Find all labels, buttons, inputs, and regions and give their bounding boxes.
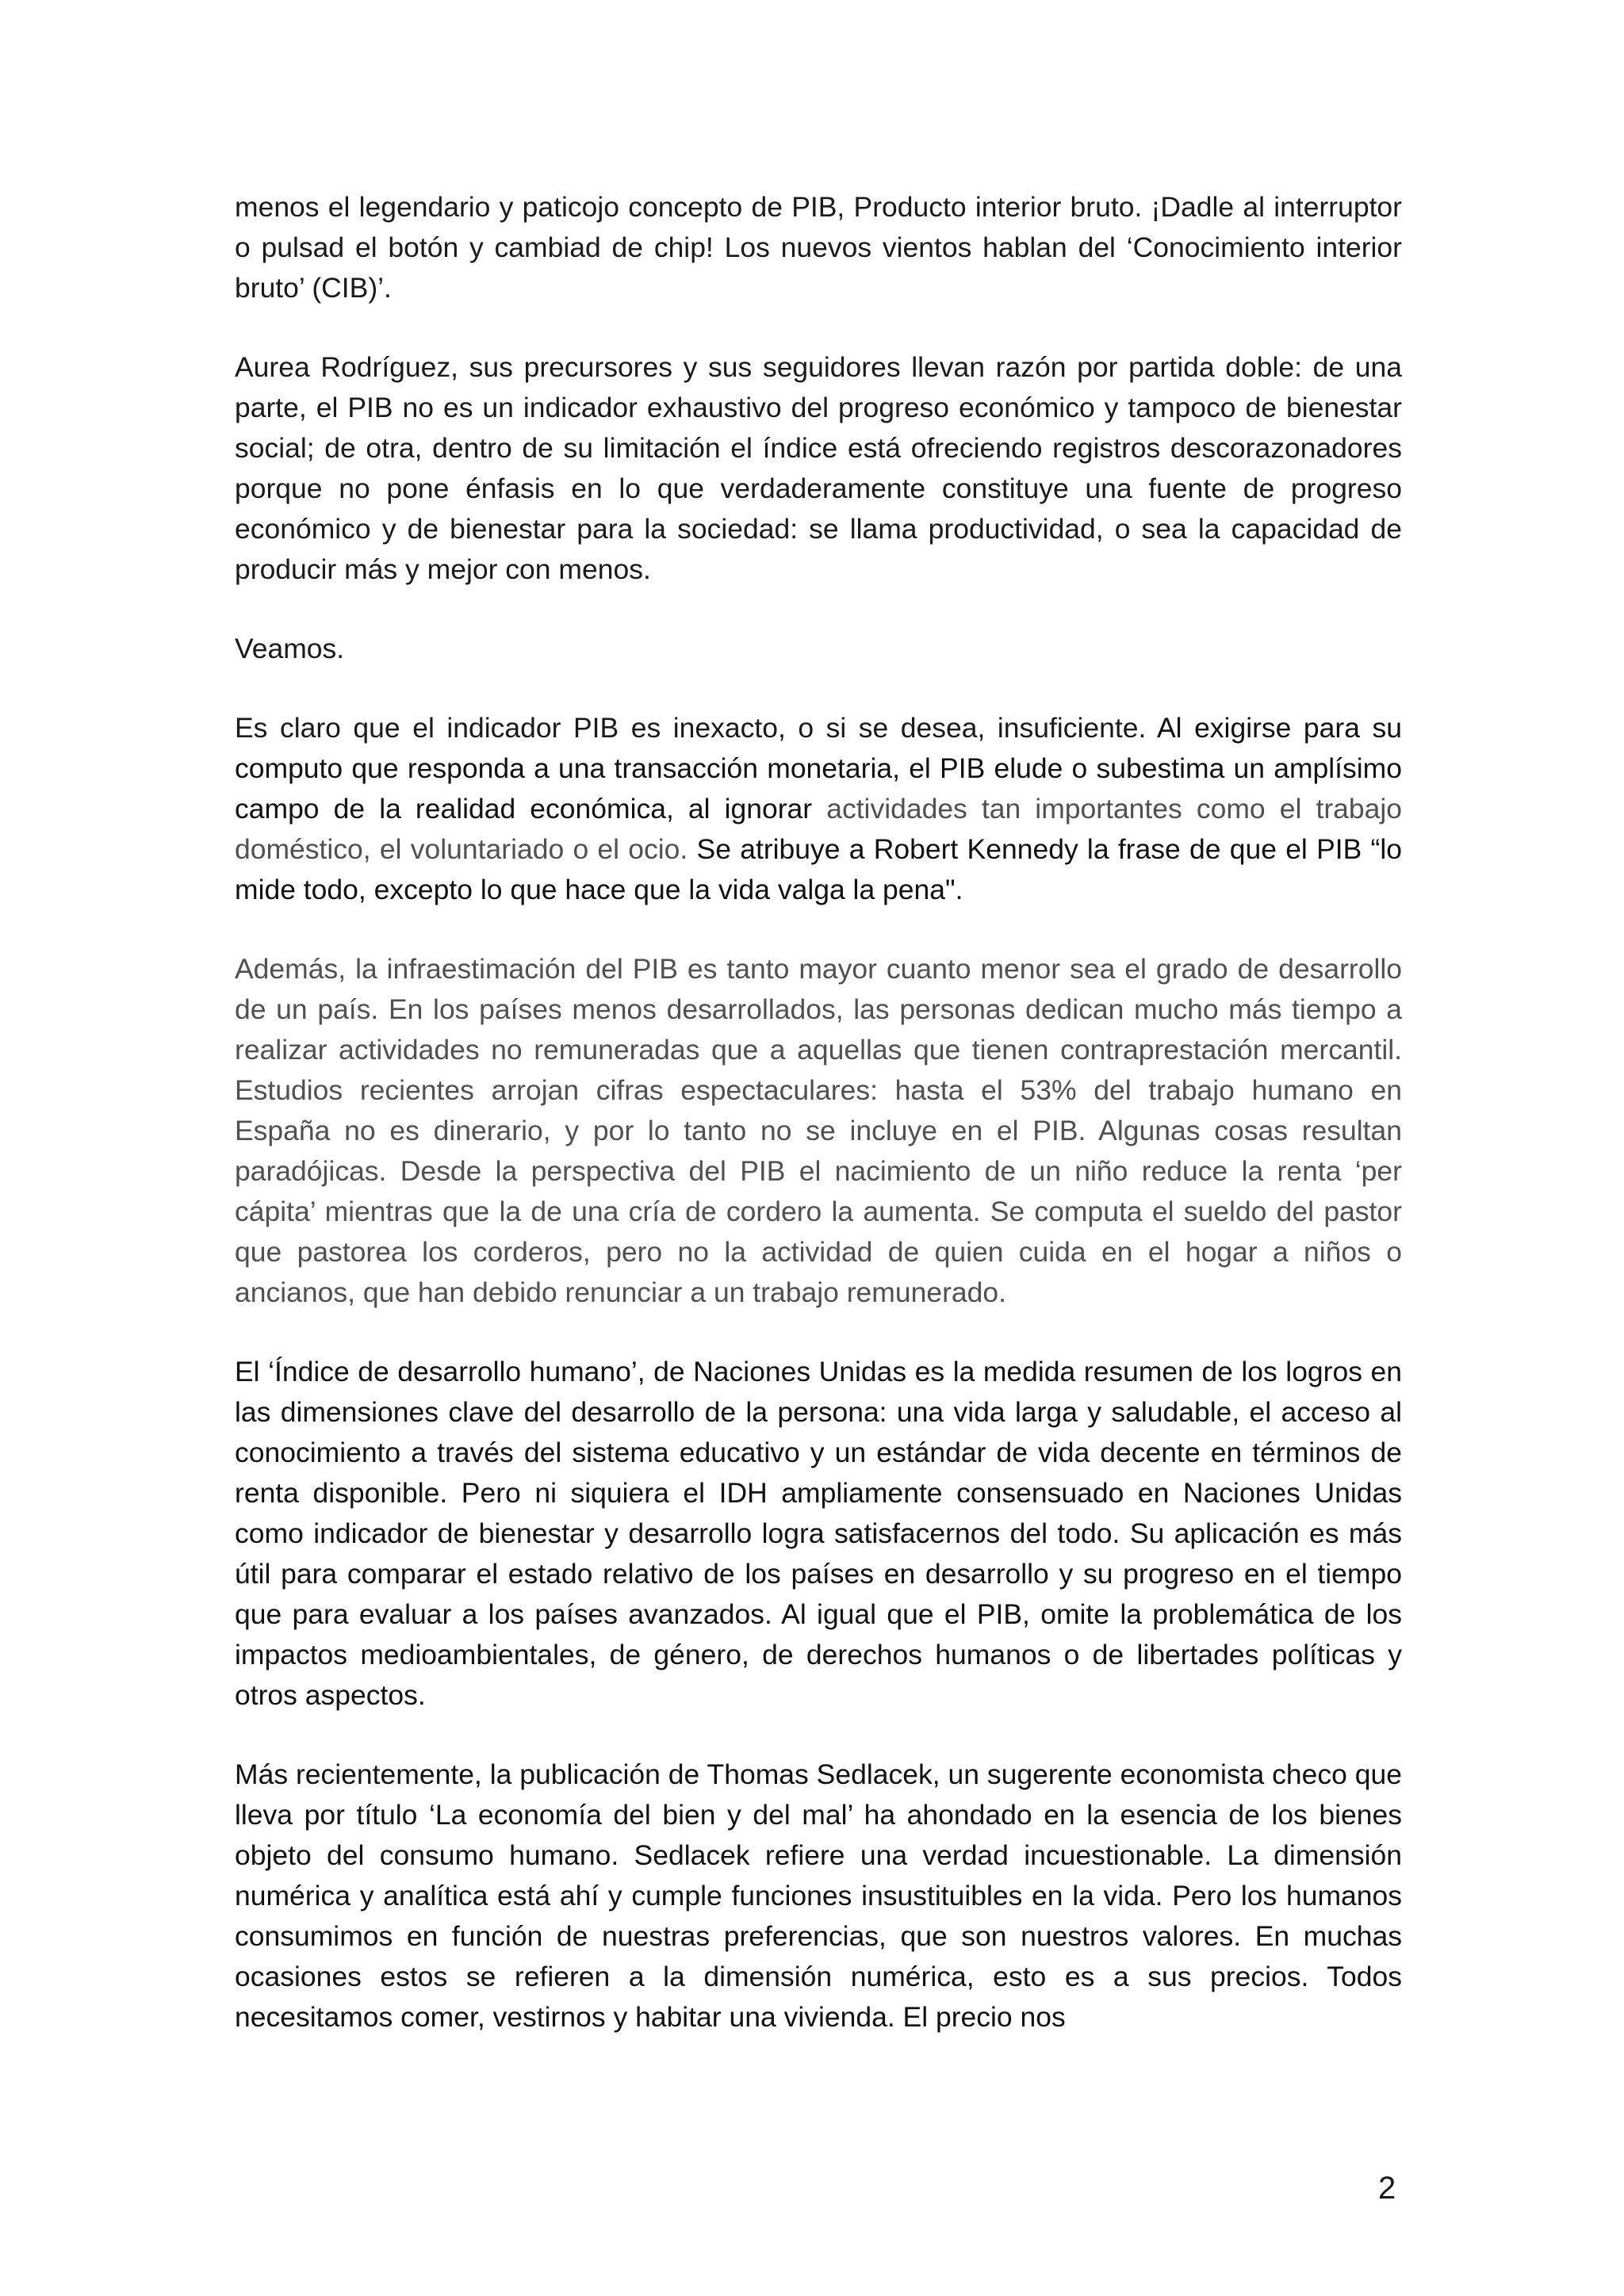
paragraph-text: menos el legendario y paticojo concepto de PIB, Producto interior bruto. ¡Dadle al interruptor o pulsad el botón y cambiad de chip! Los nuevos vientos hablan del ‘Conocimiento interior bruto’ (CIB)’.	[235, 191, 1402, 304]
paragraph-pib-inexacto	[235, 708, 1402, 910]
paragraph-text: Más recientemente, la publicación de Thomas Sedlacek, un sugerente economista checo que lleva por título ‘La economía del bien y del mal’ ha ahondado en la esencia de los bienes objeto del consumo humano. Sedlacek refiere una verdad incuestionable. La dimensión numérica y analítica está ahí y cumple funciones insustituibles en la vida. Pero los humanos consumimos en función de nuestras preferencias, que son nuestros valores. En muchas ocasiones estos se refieren a la dimensión numérica, esto es a sus precios. Todos necesitamos comer, vestirnos y habitar una vivienda. El precio nos	[235, 1758, 1402, 2033]
paragraph-text: Es claro que el indicador PIB es inexacto, o si se desea, insuficiente.	[235, 712, 1157, 744]
paragraph-text: Se atribuye a Robert Kennedy la frase de que el PIB “lo mide todo, excepto lo que hace que la vida valga la pena".	[235, 833, 1402, 905]
paragraph-text: actividades tan importantes como el trabajo doméstico, el voluntariado o el ocio.	[235, 793, 1402, 865]
paragraph-aurea-rodriguez	[235, 347, 1402, 590]
paragraph-infraestimacion	[235, 949, 1402, 1313]
paragraph-text: Veamos.	[235, 633, 345, 664]
paragraph-text: Además, la infraestimación del PIB es tanto mayor cuanto menor sea el grado de desarrollo de un país. En los países menos desarrollados, las personas dedican mucho más tiempo a realizar actividades no remuneradas que a aquellas que tienen contraprestación mercantil. Estudios recientes arrojan cifras espectaculares: hasta el 53% del trabajo humano en España no es dinerario, y por lo tanto no se incluye en el PIB. Algunas cosas resultan paradójicas. Desde la perspectiva del PIB el nacimiento de un niño reduce la renta ‘per cápita’ mientras que la de una cría de cordero la aumenta. Se computa el sueldo del pastor que pastorea los corderos, pero no la actividad de quien cuida en el hogar a niños o ancianos, que han debido renunciar a un trabajo remunerado.	[235, 953, 1402, 1308]
paragraph-idh	[235, 1352, 1402, 1716]
paragraph-veamos	[235, 629, 1402, 669]
paragraph-text: El ‘Índice de desarrollo humano’, de Naciones Unidas es la medida resumen de los logros en las dimensiones clave del desarrollo de la persona: una vida larga y saludable, el acceso al conocimiento a través del sistema educativo y un estándar de vida decente en términos de renta disponible. Pero ni siquiera el IDH ampliamente consensuado en Naciones Unidas como indicador de bienestar y desarrollo logra satisfacernos del todo. Su aplicación es más útil para comparar el estado relativo de los países en desarrollo y su progreso en el tiempo que para evaluar a los países avanzados. Al igual que el PIB, omite la problemática de los impactos medioambientales, de género, de derechos humanos o de libertades políticas y otros aspectos.	[235, 1356, 1402, 1711]
paragraph-text: Aurea Rodríguez, sus precursores y sus seguidores llevan razón por partida doble: de una parte, el PIB no es un indicador exhaustivo del progreso económico y tampoco de bienestar social; de otra, dentro de su limitación el índice está ofreciendo registros descorazonadores porque no pone énfasis en lo que verdaderamente constituye una fuente de progreso económico y de bienestar para la sociedad: se llama productividad, o sea la capacidad de producir más y mejor con menos.	[235, 351, 1402, 585]
paragraph-text: Al exigirse para su computo que responda a una transacción monetaria, el PIB elude o subestima un amplísimo campo de la realidad económica, al ignorar	[235, 712, 1402, 825]
paragraph-pib-concept	[235, 187, 1402, 308]
paragraph-sedlacek	[235, 1755, 1402, 2038]
page-number: 2	[1378, 2171, 1396, 2206]
body-text	[235, 187, 1402, 2038]
